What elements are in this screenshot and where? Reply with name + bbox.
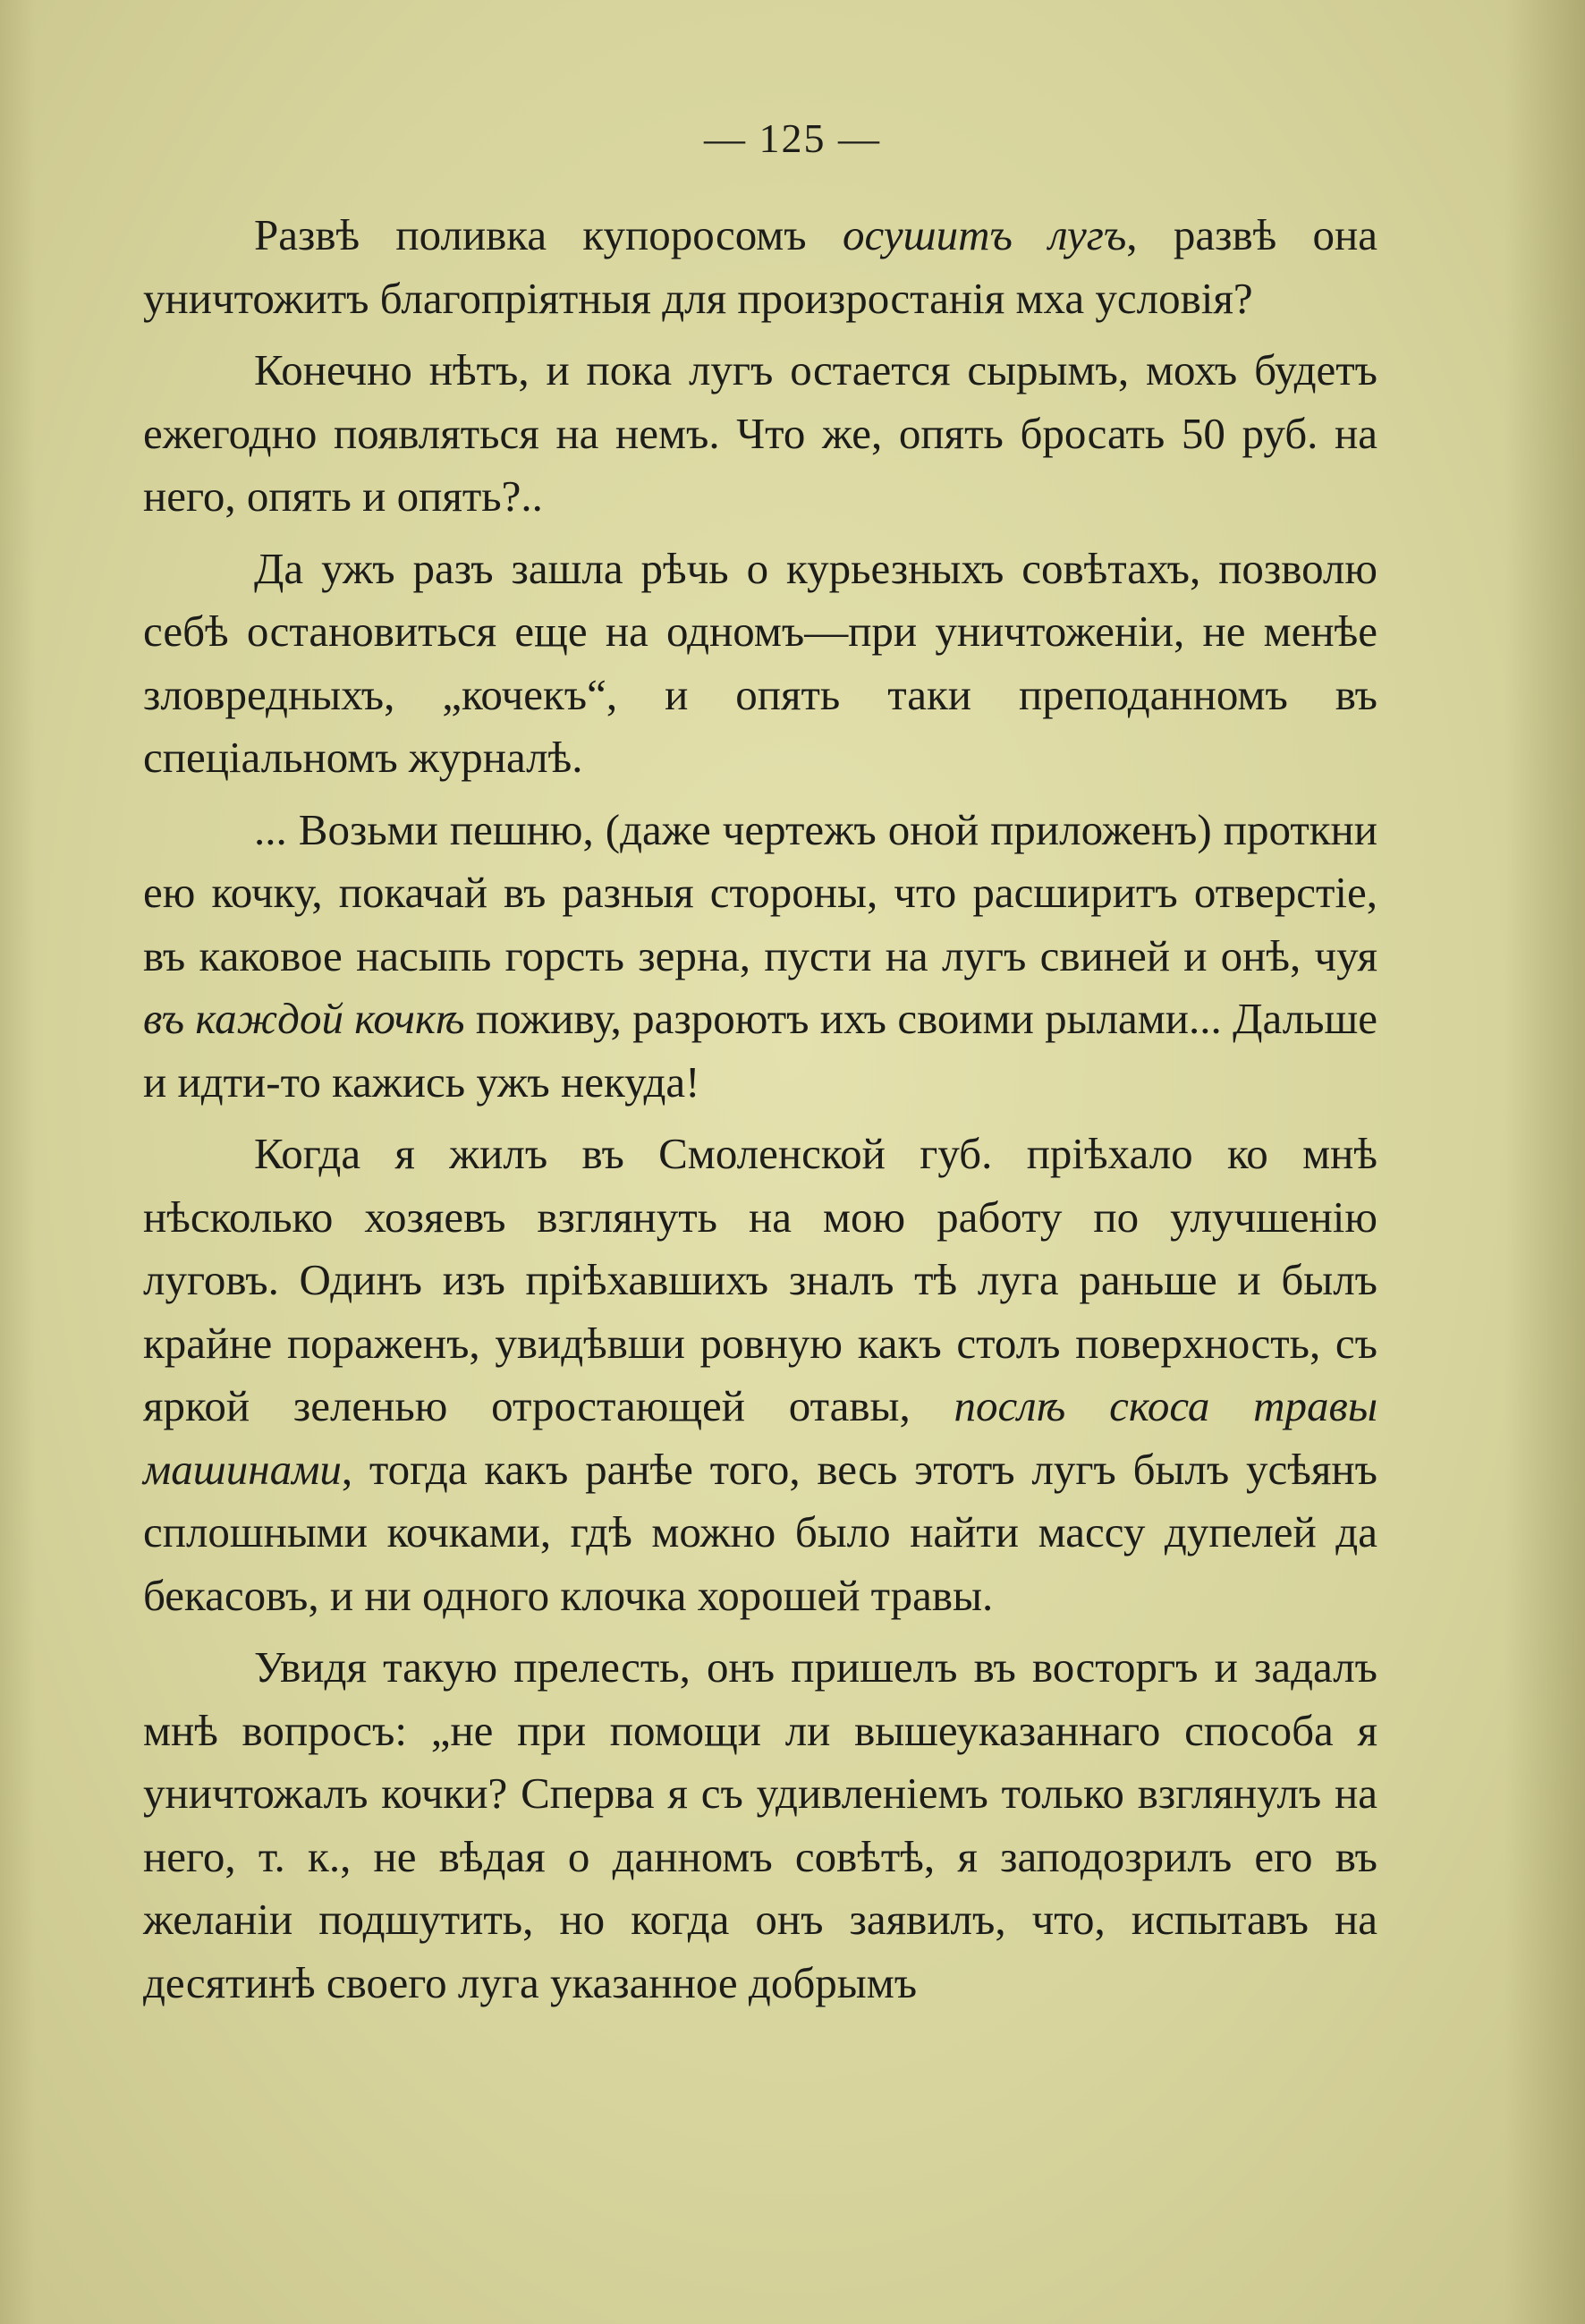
paragraph-3: [143, 538, 1377, 790]
paragraph-1-italic-phrase: осушитъ лугъ: [842, 210, 1127, 259]
paragraph-6: [143, 1636, 1377, 2014]
page-number: — 125 —: [704, 115, 881, 161]
paragraph-4: [143, 799, 1377, 1115]
paragraph-2-text: Конечно нѣтъ, и пока лугъ остается сырымъ, мохъ будетъ ежегодно появляться на немъ. Что же, опять бросать 50 руб. на него, опять и опять?..: [143, 345, 1377, 521]
paragraph-1-part-1: Развѣ поливка купоросомъ: [254, 210, 843, 259]
paragraph-5-italic-phrase: послѣ скоса травы машинами: [143, 1381, 1377, 1494]
page-edge-shadow-left: [0, 0, 36, 2324]
paragraph-4-italic-phrase: въ каждой кочкѣ: [143, 994, 465, 1043]
paragraph-1: [143, 204, 1377, 330]
page-edge-shadow-right: [1504, 0, 1585, 2324]
paragraph-6-text: Увидя такую прелесть, онъ пришелъ въ восторгъ и задалъ мнѣ вопросъ: „не при помощи ли вышеуказаннаго способа я уничтожалъ кочки? Сперва я съ удивленіемъ только взглянулъ на него, т. к., не вѣдая о данномъ совѣтѣ, я заподозрилъ его въ желаніи подшутить, но когда онъ заявилъ, что, испытавъ на десятинѣ своего луга указанное добрымъ: [143, 1642, 1377, 2007]
paragraph-3-text: Да ужъ разъ зашла рѣчь о курьезныхъ совѣтахъ, позволю себѣ остановиться еще на одномъ—при уничтоженіи, не менѣе зловредныхъ, „кочекъ“, и опять таки преподанномъ въ спеціальномъ журналѣ.: [143, 543, 1377, 782]
paragraph-5: [143, 1123, 1377, 1627]
paragraph-4-part-1: ... Возьми пешню, (даже чертежъ оной приложенъ) проткни ею кочку, покачай въ разныя стороны, что расширитъ отверстіе, въ каковое насыпь горсть зерна, пусти на лугъ свиней и онѣ, чуя: [143, 804, 1377, 980]
paragraph-2: [143, 339, 1377, 529]
paragraph-4-part-3: поживу, разроютъ ихъ своими рылами... Дальше и идти-то кажись ужъ некуда!: [143, 994, 1378, 1107]
paragraph-5-part-1: Когда я жилъ въ Смоленской губ. пріѣхало ко мнѣ нѣсколько хозяевъ взглянуть на мою работу по улучшенію луговъ. Одинъ изъ пріѣхавшихъ зналъ тѣ луга раньше и былъ крайне пораженъ, увидѣвши ровную какъ столъ поверхность, съ яркой зеленью отростающей отавы,: [143, 1129, 1377, 1430]
paragraph-5-part-3: , тогда какъ ранѣе того, весь этотъ лугъ былъ усѣянъ сплошными кочками, гдѣ можно было найти массу дупелей да бекасовъ, и ни одного клочка хорошей травы.: [143, 1444, 1377, 1620]
body-text: [143, 204, 1377, 2023]
paragraph-1-part-3: , развѣ она уничтожитъ благопріятныя для произростанія мха условія?: [143, 210, 1377, 323]
